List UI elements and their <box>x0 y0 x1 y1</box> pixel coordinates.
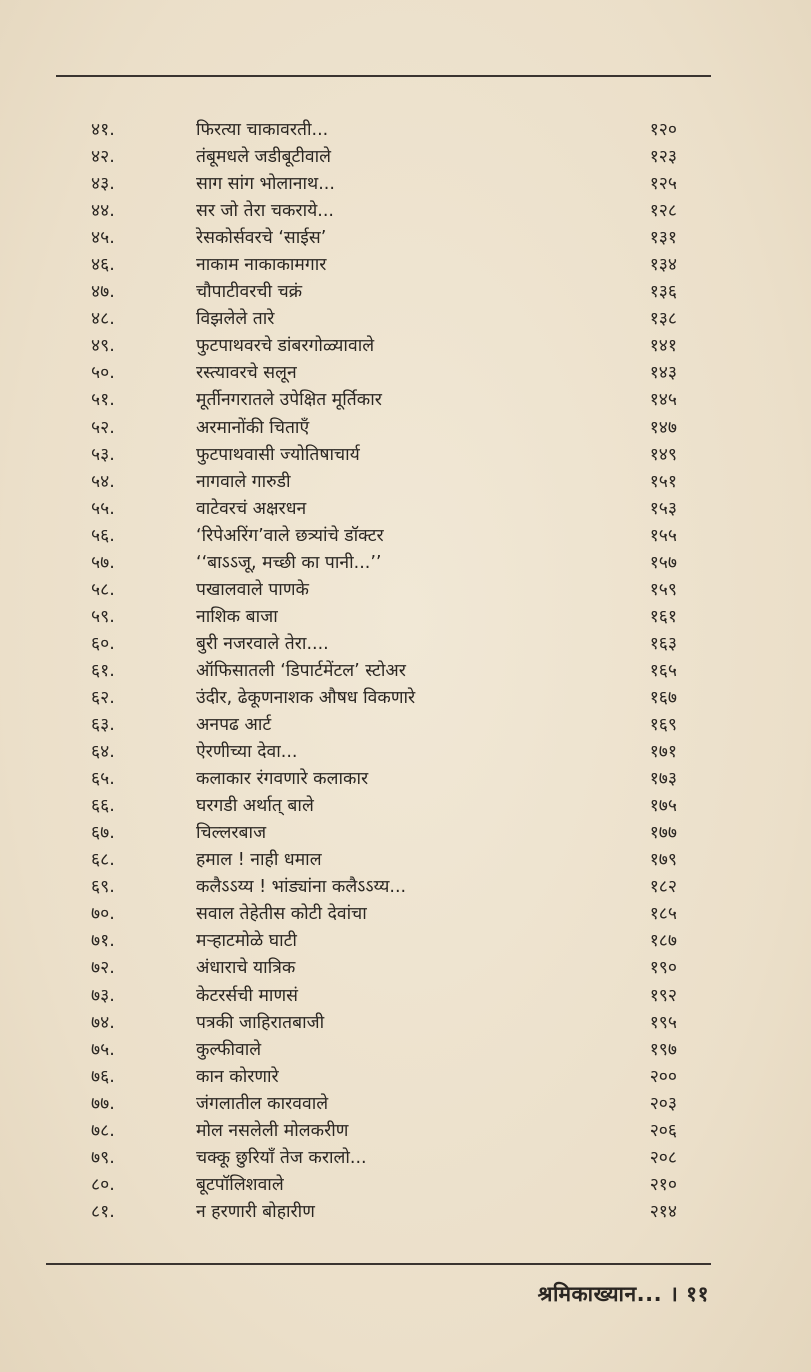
toc-entry-page-number: १३४ <box>649 255 677 276</box>
toc-entry-title: उंदीर, ढेकूणनाशक औषध विकणारे <box>196 687 416 708</box>
toc-entry-number: ८०. <box>91 1174 115 1195</box>
toc-entry-page-number: २०० <box>649 1066 677 1087</box>
toc-entry-page-number: १२५ <box>649 174 677 195</box>
toc-entry-number: ७५. <box>91 1039 115 1060</box>
toc-entry <box>0 387 811 414</box>
toc-entry-title: कलाकार रंगवणारे कलाकार <box>196 769 369 790</box>
toc-entry <box>0 360 811 387</box>
toc-entry-page-number: १४१ <box>649 336 677 357</box>
toc-entry-title: पखालवाले पाणके <box>196 579 309 600</box>
toc-entry-page-number: १२३ <box>649 147 677 168</box>
toc-entry <box>0 1091 811 1118</box>
toc-entry <box>0 928 811 955</box>
toc-entry-title: मोल नसलेली मोलकरीण <box>196 1120 349 1141</box>
toc-entry <box>0 1064 811 1091</box>
toc-entry-page-number: १५३ <box>649 498 677 519</box>
toc-entry-number: ४४. <box>91 201 115 222</box>
toc-entry <box>0 604 811 631</box>
toc-entry-page-number: १५७ <box>649 552 677 573</box>
toc-entry-number: ५१. <box>91 390 115 411</box>
toc-entry-page-number: १८५ <box>649 904 677 925</box>
toc-entry <box>0 333 811 360</box>
toc-entry-number: ७७. <box>91 1093 115 1114</box>
toc-entry-number: ५८. <box>91 579 115 600</box>
bottom-rule <box>46 1263 711 1265</box>
toc-entry-number: ४३. <box>91 174 115 195</box>
toc-entry-page-number: २१० <box>649 1174 677 1195</box>
toc-entry-number: ४५. <box>91 228 115 249</box>
toc-entry-title: नाकाम नाकाकामगार <box>196 255 327 276</box>
toc-entry-number: ७४. <box>91 1012 115 1033</box>
toc-entry <box>0 1145 811 1172</box>
toc-entry-number: ६६. <box>91 796 115 817</box>
toc-entry <box>0 874 811 901</box>
toc-entry-title: चौपाटीवरची चक्रं <box>196 282 303 303</box>
toc-entry <box>0 793 811 820</box>
toc-entry <box>0 415 811 442</box>
toc-entry-number: ५३. <box>91 444 115 465</box>
page-footer: श्रमिकाख्यान... । ११ <box>537 1282 709 1306</box>
toc-entry-title: फुटपाथवरचे डांबरगोळ्यावाले <box>196 336 375 357</box>
toc-entry-number: ६५. <box>91 769 115 790</box>
toc-entry-title: न हरणारी बोहारीण <box>196 1201 315 1222</box>
toc-entry <box>0 685 811 712</box>
toc-entry-title: घरगडी अर्थात् बाले <box>196 796 314 817</box>
toc-entry-title: रस्त्यावरचे सलून <box>196 363 297 384</box>
toc-entry-number: ४६. <box>91 255 115 276</box>
toc-entry-number: ७१. <box>91 931 115 952</box>
toc-entry-title: अनपढ आर्ट <box>196 715 272 736</box>
toc-entry-number: ७३. <box>91 985 115 1006</box>
toc-entry <box>0 712 811 739</box>
toc-entry-title: केटरर्सची माणसं <box>196 985 298 1006</box>
toc-entry-number: ५५. <box>91 498 115 519</box>
toc-entry <box>0 225 811 252</box>
toc-entry-page-number: १९७ <box>649 1039 677 1060</box>
toc-entry-number: ४८. <box>91 309 115 330</box>
toc-entry-page-number: १७९ <box>649 850 677 871</box>
toc-entry-number: ५४. <box>91 471 115 492</box>
toc-entry-page-number: २०३ <box>649 1093 677 1114</box>
toc-entry-page-number: १५५ <box>649 525 677 546</box>
toc-entry-title: चक्कू छुरियाँ तेज करालो... <box>196 1147 367 1168</box>
toc-entry-number: ६१. <box>91 660 115 681</box>
toc-entry-page-number: १४३ <box>649 363 677 384</box>
toc-entry-page-number: १९५ <box>649 1012 677 1033</box>
toc-entry-title: रेसकोर्सवरचे ‘साईस’ <box>196 228 327 249</box>
toc-entry-page-number: १५१ <box>649 471 677 492</box>
toc-entry <box>0 901 811 928</box>
toc-entry <box>0 1010 811 1037</box>
toc-entry <box>0 739 811 766</box>
toc-entry-page-number: १३१ <box>649 228 677 249</box>
toc-entry-number: ७८. <box>91 1120 115 1141</box>
toc-entry-number: ५०. <box>91 363 115 384</box>
toc-entry-title: कुल्फीवाले <box>196 1039 262 1060</box>
toc-entry-title: फुटपाथवासी ज्योतिषाचार्य <box>196 444 360 465</box>
toc-entry-title: वाटेवरचं अक्षरधन <box>196 498 307 519</box>
toc-entry-number: ६४. <box>91 742 115 763</box>
toc-entry <box>0 820 811 847</box>
toc-entry-title: नागवाले गारुडी <box>196 471 291 492</box>
toc-entry-number: ७६. <box>91 1066 115 1087</box>
toc-entry-title: विझलेले तारे <box>196 309 275 330</box>
toc-entry-page-number: १४५ <box>649 390 677 411</box>
toc-entry <box>0 523 811 550</box>
toc-entry-page-number: १३६ <box>649 282 677 303</box>
toc-entry-title: हमाल ! नाही धमाल <box>196 850 322 871</box>
toc-entry-number: ७०. <box>91 904 115 925</box>
toc-entry-number: ४९. <box>91 336 115 357</box>
toc-entry-page-number: १३८ <box>649 309 677 330</box>
toc-entry <box>0 469 811 496</box>
toc-entry-title: अरमानोंकी चिताएँ <box>196 417 310 438</box>
toc-entry-page-number: २०६ <box>649 1120 677 1141</box>
toc-entry-page-number: २०८ <box>649 1147 677 1168</box>
toc-entry-number: ६९. <box>91 877 115 898</box>
toc-entry-page-number: १६१ <box>649 606 677 627</box>
toc-entry <box>0 306 811 333</box>
toc-entry-page-number: १८२ <box>649 877 677 898</box>
toc-entry <box>0 117 811 144</box>
toc-entry-page-number: १४९ <box>649 444 677 465</box>
toc-entry-title: तंबूमधले जडीबूटीवाले <box>196 147 331 168</box>
toc-entry-page-number: १२० <box>649 120 677 140</box>
toc-entry-page-number: २१४ <box>649 1201 677 1222</box>
toc-entry-number: ४२. <box>91 147 115 168</box>
toc-entry-page-number: १६५ <box>649 660 677 681</box>
toc-entry-title: जंगलातील कारववाले <box>196 1093 329 1114</box>
toc-entry <box>0 496 811 523</box>
toc-entry-number: ६८. <box>91 850 115 871</box>
toc-entry-page-number: १७७ <box>649 823 677 844</box>
toc-entry <box>0 1037 811 1064</box>
toc-entry-title: कान कोरणारे <box>196 1066 279 1087</box>
toc-entry-page-number: १२८ <box>649 201 677 222</box>
toc-entry-number: ६३. <box>91 715 115 736</box>
toc-entry <box>0 442 811 469</box>
toc-entry-number: ४७. <box>91 282 115 303</box>
toc-entry-number: ६७. <box>91 823 115 844</box>
toc-entry-page-number: १९२ <box>649 985 677 1006</box>
toc-entry <box>0 1172 811 1199</box>
toc-entry-page-number: १७५ <box>649 796 677 817</box>
toc-entry-title: ऐरणीच्या देवा... <box>196 742 298 763</box>
table-of-contents <box>0 117 811 1226</box>
toc-entry <box>0 252 811 279</box>
toc-entry-page-number: १६९ <box>649 715 677 736</box>
toc-entry-title: मूर्तीनगरातले उपेक्षित मूर्तिकार <box>196 390 382 411</box>
toc-entry-title: ऑफिसातली ‘डिपार्टमेंटल’ स्टोअर <box>196 660 406 681</box>
toc-entry-number: ६२. <box>91 687 115 708</box>
toc-entry-title: मऱ्हाटमोळे घाटी <box>196 931 297 952</box>
toc-entry <box>0 847 811 874</box>
toc-entry <box>0 1118 811 1145</box>
toc-entry-page-number: १७३ <box>649 769 677 790</box>
toc-entry-number: ५६. <box>91 525 115 546</box>
toc-entry-page-number: १४७ <box>649 417 677 438</box>
toc-entry-page-number: १५९ <box>649 579 677 600</box>
toc-entry <box>0 766 811 793</box>
toc-entry-title: ‘रिपेअरिंग’वाले छत्र्यांचे डॉक्टर <box>196 525 384 546</box>
toc-entry-number: ८१. <box>91 1201 115 1222</box>
toc-entry <box>0 577 811 604</box>
toc-entry-title: बुरी नजरवाले तेरा.... <box>196 633 329 654</box>
toc-entry-number: ५७. <box>91 552 115 573</box>
top-rule <box>56 75 711 77</box>
toc-entry-title: चिल्लरबाज <box>196 823 267 844</box>
toc-entry-number: ७२. <box>91 958 115 979</box>
toc-entry-title: फिरत्या चाकावरती... <box>196 120 329 140</box>
toc-entry-page-number: १६७ <box>649 687 677 708</box>
toc-entry-number: ५९. <box>91 606 115 627</box>
toc-entry-page-number: १७१ <box>649 742 677 763</box>
toc-entry <box>0 983 811 1010</box>
toc-entry-page-number: १८७ <box>649 931 677 952</box>
toc-entry-number: ४१. <box>91 120 115 140</box>
toc-entry <box>0 658 811 685</box>
toc-entry <box>0 1199 811 1226</box>
toc-entry <box>0 171 811 198</box>
toc-entry-title: बूटपॉलिशवाले <box>196 1174 284 1195</box>
toc-entry-title: कलैऽऽय्य ! भांड्यांना कलैऽऽय्य... <box>196 877 407 898</box>
toc-entry-title: सवाल तेहेतीस कोटी देवांचा <box>196 904 367 925</box>
toc-entry-number: ७९. <box>91 1147 115 1168</box>
toc-entry-number: ५२. <box>91 417 115 438</box>
toc-entry-title: नाशिक बाजा <box>196 606 278 627</box>
toc-entry <box>0 279 811 306</box>
toc-entry-title: साग सांग भोलानाथ... <box>196 174 335 195</box>
toc-entry-title: सर जो तेरा चकराये... <box>196 201 334 222</box>
toc-entry-title: पत्रकी जाहिरातबाजी <box>196 1012 325 1033</box>
toc-entry-title: अंधाराचे यात्रिक <box>196 958 296 979</box>
toc-entry <box>0 198 811 225</box>
toc-entry-number: ६०. <box>91 633 115 654</box>
toc-entry <box>0 144 811 171</box>
toc-entry <box>0 631 811 658</box>
toc-entry <box>0 550 811 577</box>
toc-entry-page-number: १९० <box>649 958 677 979</box>
toc-entry-title: ‘‘बाऽऽजू, मच्छी का पानी...’’ <box>196 552 382 573</box>
toc-entry-page-number: १६३ <box>649 633 677 654</box>
toc-entry <box>0 955 811 982</box>
